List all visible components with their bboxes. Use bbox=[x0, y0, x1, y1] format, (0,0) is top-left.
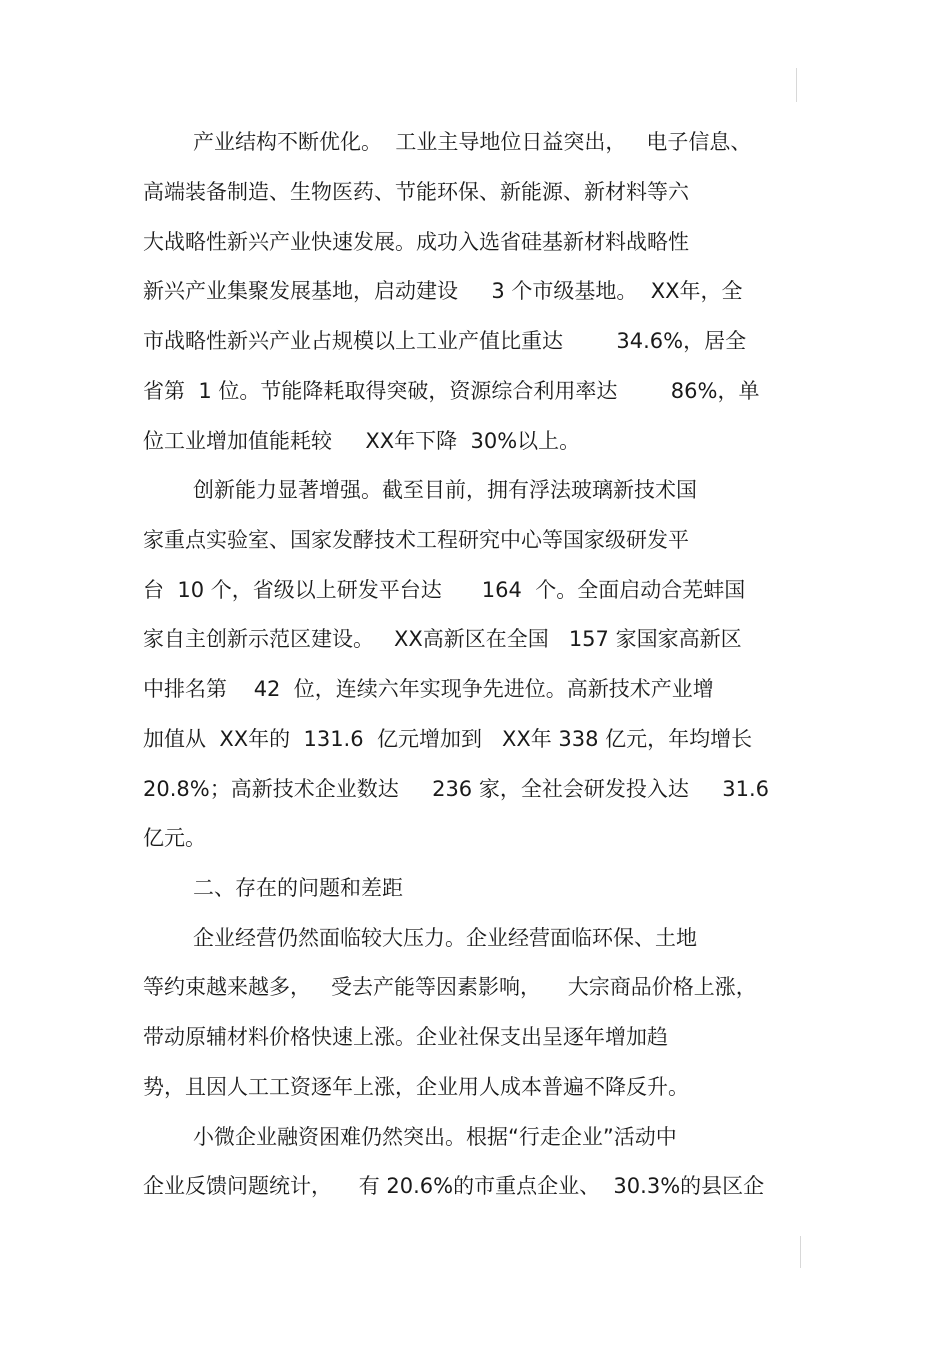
text-line: 创新能力显著增强。截至目前，拥有浮法玻璃新技术国 bbox=[193, 478, 697, 502]
text-line: 企业反馈问题统计， 有 20.6%的市重点企业、 30.3%的县区企 bbox=[143, 1174, 765, 1198]
text-line: 台 10 个，省级以上研发平台达 164 个。全面启动合芜蚌国 bbox=[143, 578, 746, 602]
text-line: 20.8%；高新技术企业数达 236 家，全社会研发投入达 31.6 bbox=[143, 777, 769, 801]
section-heading: 二、存在的问题和差距 bbox=[193, 876, 403, 900]
text-line: 带动原辅材料价格快速上涨。企业社保支出呈逐年增加趋 bbox=[143, 1025, 668, 1049]
text-line: 小微企业融资困难仍然突出。根据“行走企业”活动中 bbox=[193, 1125, 677, 1149]
text-line: 亿元。 bbox=[143, 826, 206, 850]
text-line: 高端装备制造、生物医药、节能环保、新能源、新材料等六 bbox=[143, 180, 689, 204]
text-line: 新兴产业集聚发展基地，启动建设 3 个市级基地。 XX年，全 bbox=[143, 279, 743, 303]
text-line: 市战略性新兴产业占规模以上工业产值比重达 34.6%，居全 bbox=[143, 329, 747, 353]
text-line: 中排名第 42 位，连续六年实现争先进位。高新技术产业增 bbox=[143, 677, 714, 701]
text-line: 加值从 XX年的 131.6 亿元增加到 XX年 338 亿元，年均增长 bbox=[143, 727, 753, 751]
text-line: 家自主创新示范区建设。 XX高新区在全国 157 家国家高新区 bbox=[143, 627, 742, 651]
page-edge-mark-top bbox=[796, 68, 797, 102]
text-line: 位工业增加值能耗较 XX年下降 30%以上。 bbox=[143, 429, 581, 453]
text-line: 企业经营仍然面临较大压力。企业经营面临环保、土地 bbox=[193, 926, 697, 950]
text-line: 势，且因人工工资逐年上涨，企业用人成本普遍不降反升。 bbox=[143, 1075, 689, 1099]
text-line: 家重点实验室、国家发酵技术工程研究中心等国家级研发平 bbox=[143, 528, 689, 552]
text-line: 产业结构不断优化。 工业主导地位日益突出， 电子信息、 bbox=[193, 130, 752, 154]
text-line: 等约束越来越多， 受去产能等因素影响， 大宗商品价格上涨， bbox=[143, 975, 757, 999]
text-line: 省第 1 位。节能降耗取得突破，资源综合利用率达 86%，单 bbox=[143, 379, 760, 403]
text-line: 大战略性新兴产业快速发展。成功入选省硅基新材料战略性 bbox=[143, 230, 689, 254]
page-edge-mark-bottom bbox=[800, 1236, 801, 1268]
